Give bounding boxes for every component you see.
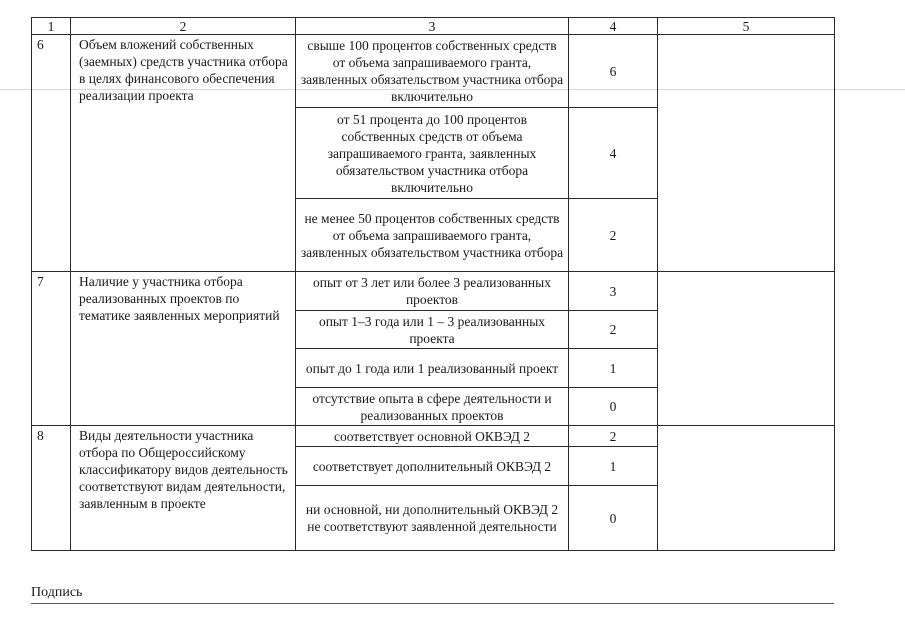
condition-text: ни основной, ни дополнительный ОКВЭД 2 не соответствуют заявленной деятельности (296, 486, 569, 551)
signature-line (31, 603, 834, 604)
score-value: 6 (569, 35, 658, 108)
score-value: 0 (569, 388, 658, 426)
score-value: 2 (569, 426, 658, 447)
score-value: 4 (569, 108, 658, 199)
condition-text: не менее 50 процентов собственных средств от объема запрашиваемого гранта, заявленных обязательством участника отбора (296, 199, 569, 272)
column-5-cell (658, 35, 835, 272)
condition-text: отсутствие опыта в сфере деятельности и реализованных проектов (296, 388, 569, 426)
score-value: 2 (569, 199, 658, 272)
score-value: 3 (569, 272, 658, 311)
table-header-row (32, 18, 835, 35)
table-row (32, 35, 835, 108)
column-header: 2 (71, 18, 296, 35)
column-header: 5 (658, 18, 835, 35)
table-row (32, 272, 835, 311)
condition-text: опыт 1–3 года или 1 – 3 реализованных проекта (296, 311, 569, 349)
score-value: 1 (569, 349, 658, 388)
column-header: 1 (32, 18, 71, 35)
row-number: 7 (32, 272, 71, 426)
condition-text: соответствует дополнительный ОКВЭД 2 (296, 447, 569, 486)
condition-text: опыт до 1 года или 1 реализованный проект (296, 349, 569, 388)
row-number: 8 (32, 426, 71, 551)
criterion-name: Объем вложений собственных (заемных) средств участника отбора в целях финансового обеспечения реализации проекта (71, 35, 296, 272)
score-value: 1 (569, 447, 658, 486)
column-header: 3 (296, 18, 569, 35)
score-value: 2 (569, 311, 658, 349)
table-row (32, 426, 835, 447)
condition-text: соответствует основной ОКВЭД 2 (296, 426, 569, 447)
score-value: 0 (569, 486, 658, 551)
condition-text: от 51 процента до 100 процентов собственных средств от объема запрашиваемого гранта, заявленных обязательством участника отбора включительно (296, 108, 569, 199)
criterion-name: Наличие у участника отбора реализованных проектов по тематике заявленных мероприятий (71, 272, 296, 426)
condition-text: свыше 100 процентов собственных средств от объема запрашиваемого гранта, заявленных обязательством участника отбора включительно (296, 35, 569, 108)
column-header: 4 (569, 18, 658, 35)
condition-text: опыт от 3 лет или более 3 реализованных проектов (296, 272, 569, 311)
column-5-cell (658, 426, 835, 551)
criterion-name: Виды деятельности участника отбора по Общероссийскому классификатору видов деятельность соответствуют видам деятельности, заявленным в проекте (71, 426, 296, 551)
row-number: 6 (32, 35, 71, 272)
signature-label: Подпись (31, 585, 83, 600)
column-5-cell (658, 272, 835, 426)
criteria-table (31, 17, 835, 551)
